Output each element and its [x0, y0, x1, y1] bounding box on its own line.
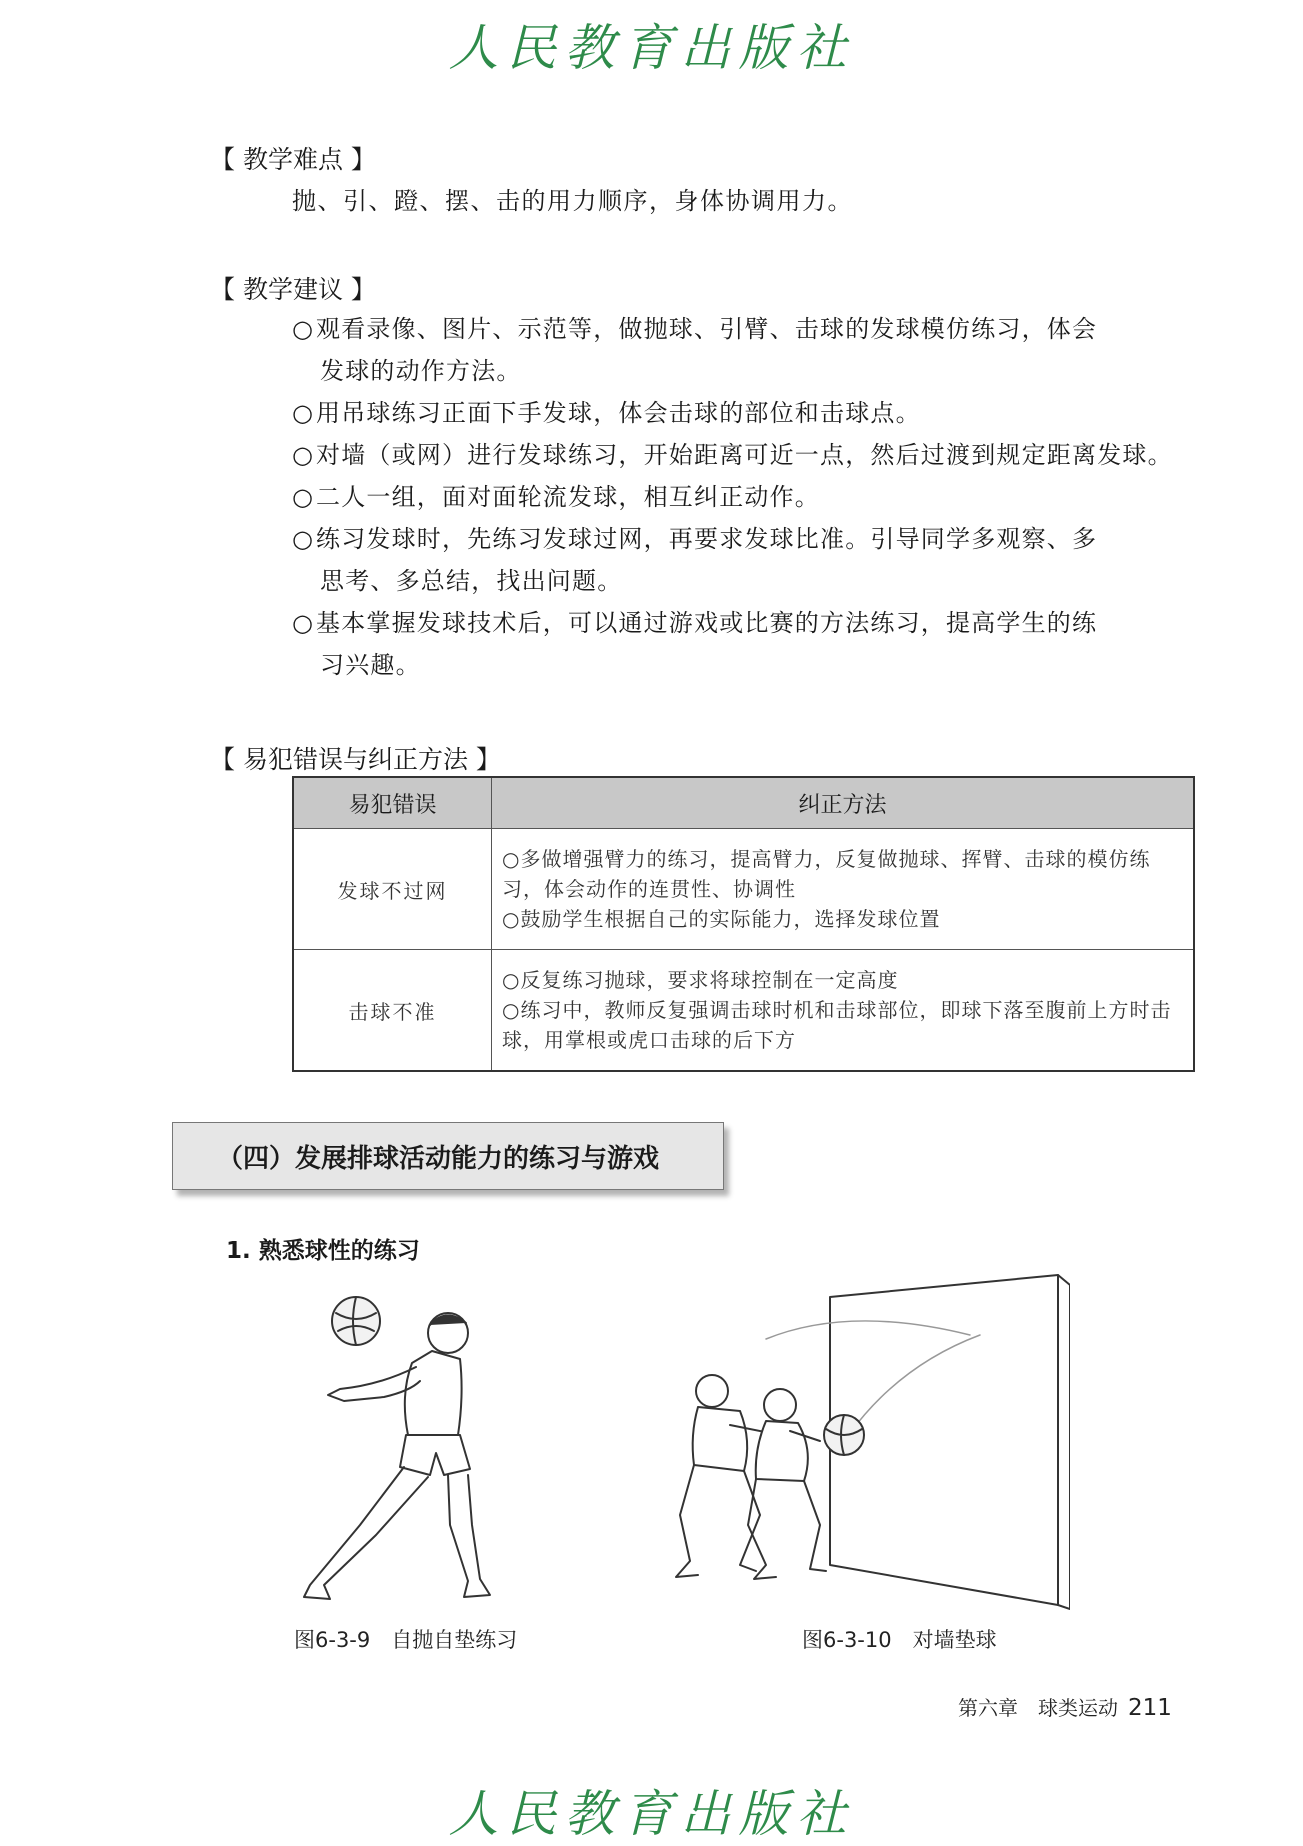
figure-caption: 图6-3-10 对墙垫球 [802, 1628, 997, 1652]
chapter-label: 第六章 球类运动 [958, 1696, 1118, 1720]
fix-cell [492, 950, 1195, 1072]
figure-caption: 图6-3-9 自抛自垫练习 [294, 1628, 518, 1652]
suggestion-line-continued: 习兴趣。 [320, 651, 421, 679]
page-footer [958, 1692, 1172, 1721]
subheading: 1. 熟悉球性的练习 [226, 1238, 420, 1264]
suggestion-item [292, 434, 1212, 476]
suggestion-line: 二人一组，面对面轮流发球，相互纠正动作。 [316, 483, 820, 511]
self-toss-pass-figure-icon [300, 1285, 540, 1615]
errors-table [292, 776, 1195, 1072]
circle-bullet-icon: ○ [292, 609, 315, 637]
table-header-row [293, 777, 1194, 829]
suggestion-line: 观看录像、图片、示范等，做抛球、引臂、击球的发球模仿练习，体会 [316, 315, 1098, 343]
suggestion-item [292, 518, 1212, 602]
suggestions-list [292, 308, 1212, 686]
wall-pass-figure-icon [670, 1265, 1070, 1615]
publisher-logo-top: 人民教育出版社 [448, 19, 855, 77]
table-row [293, 950, 1194, 1072]
errors-heading: 【 易犯错误与纠正方法 】 [210, 745, 501, 774]
section-title: （四）发展排球活动能力的练习与游戏 [217, 1143, 660, 1174]
suggestion-item [292, 602, 1212, 686]
error-cell: 发球不过网 [293, 829, 492, 950]
suggestion-line-continued: 思考、多总结，找出问题。 [320, 567, 623, 595]
suggestion-item [292, 392, 1212, 434]
suggestion-line: 用吊球练习正面下手发球，体会击球的部位和击球点。 [316, 399, 921, 427]
fix-item: ○鼓励学生根据自己的实际能力，选择发球位置 [502, 907, 941, 931]
column-header-fix: 纠正方法 [492, 777, 1195, 829]
circle-bullet-icon: ○ [292, 483, 315, 511]
suggestion-item [292, 308, 1212, 392]
fix-item: ○练习中，教师反复强调击球时机和击球部位，即球下落至腹前上方时击球，用掌根或虎口击球的后下方 [502, 998, 1172, 1052]
suggestion-line-continued: 发球的动作方法。 [320, 357, 522, 385]
suggestion-item [292, 476, 1212, 518]
circle-bullet-icon: ○ [292, 525, 315, 553]
difficulty-text: 抛、引、蹬、摆、击的用力顺序，身体协调用力。 [292, 187, 853, 215]
fix-item: ○反复练习抛球，要求将球控制在一定高度 [502, 968, 899, 992]
page-number: 211 [1128, 1695, 1172, 1721]
column-header-error: 易犯错误 [293, 777, 492, 829]
publisher-logo-bottom: 人民教育出版社 [448, 1785, 855, 1843]
suggestions-heading: 【 教学建议 】 [210, 275, 376, 304]
error-cell: 击球不准 [293, 950, 492, 1072]
fix-item: ○多做增强臂力的练习，提高臂力，反复做抛球、挥臂、击球的模仿练习，体会动作的连贯性、协调性 [502, 847, 1151, 901]
difficulty-heading: 【 教学难点 】 [210, 145, 376, 174]
section-title-box [172, 1122, 724, 1190]
suggestion-line: 基本掌握发球技术后，可以通过游戏或比赛的方法练习，提高学生的练 [316, 609, 1098, 637]
fix-cell [492, 829, 1195, 950]
table-row [293, 829, 1194, 950]
suggestion-line: 练习发球时，先练习发球过网，再要求发球比准。引导同学多观察、多 [316, 525, 1098, 553]
circle-bullet-icon: ○ [292, 441, 315, 469]
circle-bullet-icon: ○ [292, 399, 315, 427]
suggestion-line: 对墙（或网）进行发球练习，开始距离可近一点，然后过渡到规定距离发球。 [316, 441, 1173, 469]
circle-bullet-icon: ○ [292, 315, 315, 343]
